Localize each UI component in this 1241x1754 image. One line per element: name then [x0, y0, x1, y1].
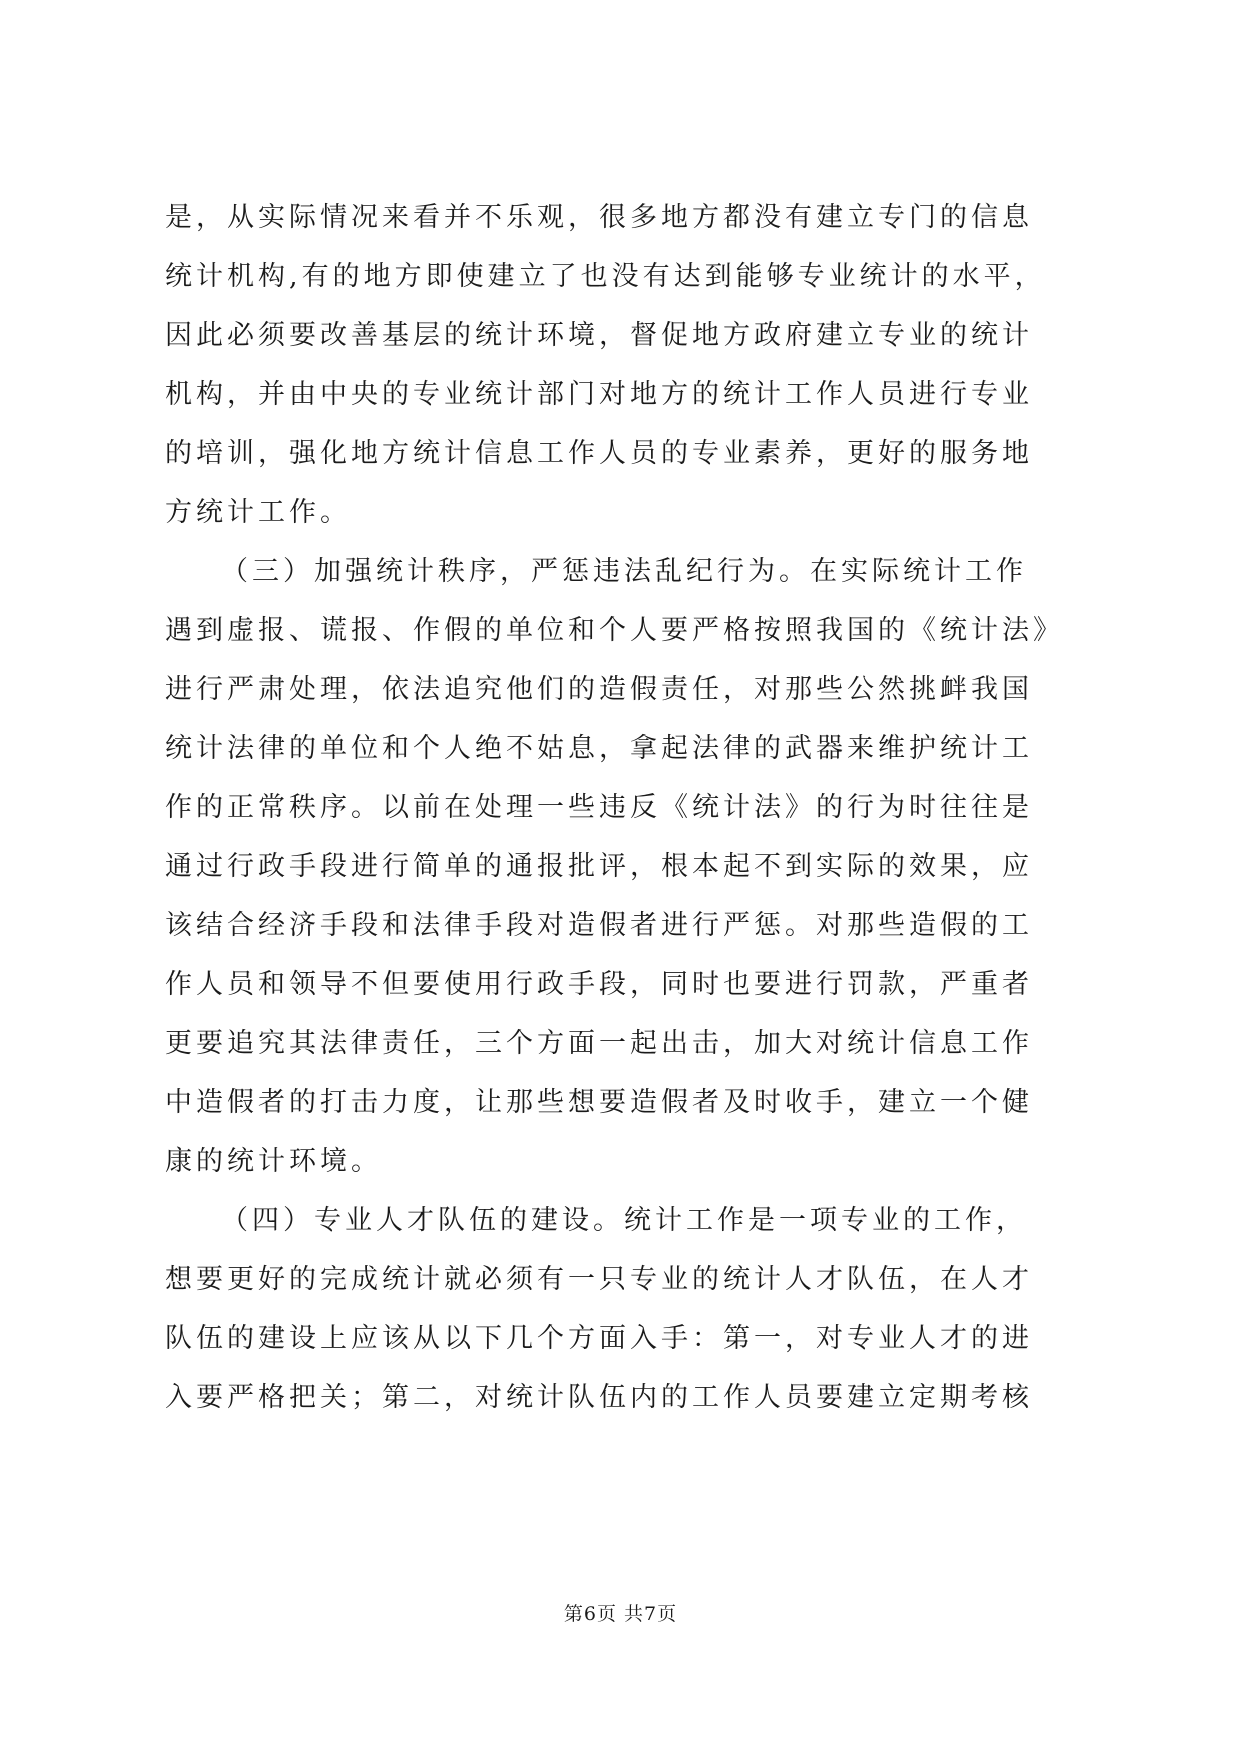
text-line: 想要更好的完成统计就必须有一只专业的统计人才队伍，在人才 — [165, 1264, 1033, 1295]
text-line: 康的统计环境。 — [165, 1146, 382, 1177]
text-line: 统计机构,有的地方即使建立了也没有达到能够专业统计的水平， — [165, 261, 1046, 292]
text-line: 是，从实际情况来看并不乐观，很多地方都没有建立专门的信息 — [165, 202, 1033, 233]
text-line: 统计法律的单位和个人绝不姑息，拿起法律的武器来维护统计工 — [165, 733, 1033, 764]
text-line: 机构，并由中央的专业统计部门对地方的统计工作人员进行专业 — [165, 379, 1033, 410]
text-line: 作的正常秩序。以前在处理一些违反《统计法》的行为时往往是 — [165, 792, 1033, 823]
text-line: 遇到虚报、谎报、作假的单位和个人要严格按照我国的《统计法》 — [165, 615, 1064, 646]
text-line: 作人员和领导不但要使用行政手段，同时也要进行罚款，严重者 — [165, 969, 1033, 1000]
text-line: 队伍的建设上应该从以下几个方面入手：第一，对专业人才的进 — [165, 1323, 1033, 1354]
page-number-footer: 第6页 共7页 — [563, 1603, 678, 1625]
paragraph-heading-4: （四）专业人才队伍的建设。统计工作是一项专业的工作， — [221, 1205, 1027, 1236]
text-line: 通过行政手段进行简单的通报批评，根本起不到实际的效果，应 — [165, 851, 1033, 882]
text-line: 入要严格把关；第二，对统计队伍内的工作人员要建立定期考核 — [165, 1382, 1033, 1413]
text-line: 因此必须要改善基层的统计环境，督促地方政府建立专业的统计 — [165, 320, 1033, 351]
text-line: 进行严肃处理，依法追究他们的造假责任，对那些公然挑衅我国 — [165, 674, 1033, 705]
text-line: 该结合经济手段和法律手段对造假者进行严惩。对那些造假的工 — [165, 910, 1033, 941]
text-line: 方统计工作。 — [165, 497, 351, 528]
paragraph-heading-3: （三）加强统计秩序，严惩违法乱纪行为。在实际统计工作 — [221, 556, 1027, 587]
text-line: 更要追究其法律责任，三个方面一起出击，加大对统计信息工作 — [165, 1028, 1033, 1059]
text-line: 中造假者的打击力度，让那些想要造假者及时收手，建立一个健 — [165, 1087, 1033, 1118]
text-line: 的培训，强化地方统计信息工作人员的专业素养，更好的服务地 — [165, 438, 1033, 469]
